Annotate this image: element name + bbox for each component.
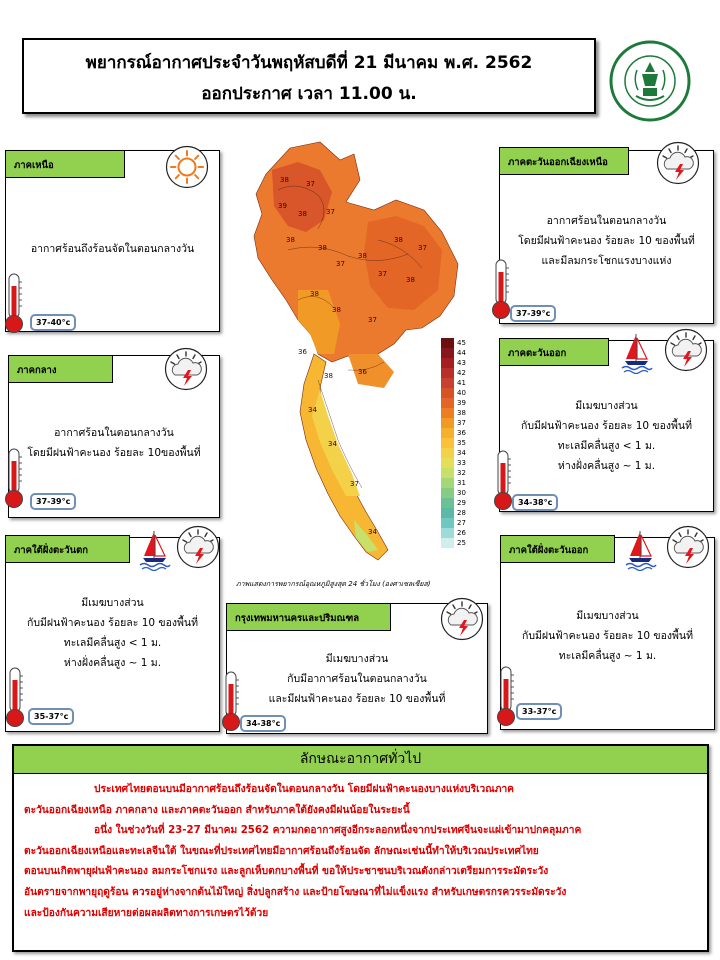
- contour-label: 38: [406, 276, 415, 284]
- central-text: [9, 423, 219, 463]
- southwest-line-4: ห่างฝั่งคลื่นสูง ~ 1 ม.: [63, 657, 162, 669]
- sailboat-icon: [620, 330, 654, 374]
- legend-label: 32: [457, 469, 466, 477]
- legend-swatch: [441, 448, 454, 458]
- thermometer-icon: [220, 670, 242, 732]
- northeast-line-1: อากาศร้อนในตอนกลางวัน: [546, 215, 667, 227]
- legend-swatch: [441, 348, 454, 358]
- legend-label: 44: [457, 349, 466, 357]
- north-text: [6, 239, 219, 259]
- legend-swatch: [441, 498, 454, 508]
- legend-label: 25: [457, 539, 466, 547]
- contour-label: 37: [336, 260, 345, 268]
- north-tab: ภาคเหนือ: [5, 150, 125, 178]
- legend-swatch: [441, 378, 454, 388]
- general-line: อนึ่ง ในช่วงวันที่ 23-27 มีนาคม 2562 ความกดอากาศสูงอีกระลอกหนึ่งจากประเทศจีนจะแผ่เข้ามาปกคลุมภาค: [94, 825, 582, 837]
- legend-label: 36: [457, 429, 466, 437]
- central-line-2: โดยมีฝนฟ้าคะนอง ร้อยละ 10ของพื้นที่: [27, 447, 201, 459]
- legend-swatch: [441, 518, 454, 528]
- legend-label: 26: [457, 529, 466, 537]
- thunderstorm-icon: [664, 328, 708, 372]
- legend-swatch: [441, 418, 454, 428]
- east-line-4: ห่างฝั่งคลื่นสูง ~ 1 ม.: [557, 460, 656, 472]
- contour-label: 37: [378, 270, 387, 278]
- legend-swatch: [441, 478, 454, 488]
- legend-swatch: [441, 508, 454, 518]
- bangkok-line-2: กับมีอากาศร้อนในตอนกลางวัน: [287, 673, 427, 685]
- legend-swatch: [441, 528, 454, 538]
- contour-label: 38: [286, 236, 295, 244]
- northeast-tab: ภาคตะวันออกเฉียงเหนือ: [499, 147, 629, 175]
- bangkok-text: [227, 649, 487, 709]
- contour-label: 37: [418, 244, 427, 252]
- title-box: [22, 38, 596, 114]
- contour-label: 38: [324, 372, 333, 380]
- sailboat-icon: [138, 527, 172, 571]
- southeast-text: [501, 606, 714, 666]
- sun-icon: [165, 145, 209, 189]
- legend-label: 34: [457, 449, 466, 457]
- legend-label: 31: [457, 479, 466, 487]
- southeast-tab: ภาคใต้ฝั่งตะวันออก: [500, 535, 615, 563]
- east-line-3: ทะเลมีคลื่นสูง < 1 ม.: [557, 440, 656, 452]
- bangkok-line-1: มีเมฆบางส่วน: [325, 653, 389, 665]
- legend-swatch: [441, 338, 454, 348]
- thermometer-icon: [495, 665, 517, 727]
- general-line: และป้องกันความเสียหายต่อผลผลิตทางการเกษตรไว้ด้วย: [24, 907, 269, 919]
- forecast-title: พยากรณ์อากาศประจำวันพฤหัสบดีที่ 21 มีนาคม พ.ศ. 2562: [85, 53, 533, 73]
- southwest-temp: 35-37°c: [28, 708, 74, 725]
- southeast-line-2: กับมีฝนฟ้าคะนอง ร้อยละ 10 ของพื้นที่: [521, 630, 694, 642]
- legend-swatch: [441, 368, 454, 378]
- contour-label: 39: [278, 202, 287, 210]
- contour-label: 36: [298, 348, 307, 356]
- southwest-line-2: กับมีฝนฟ้าคะนอง ร้อยละ 10 ของพื้นที่: [26, 617, 199, 629]
- southwest-line-3: ทะเลมีคลื่นสูง < 1 ม.: [63, 637, 162, 649]
- thunderstorm-icon: [176, 525, 220, 569]
- temperature-legend: [441, 338, 454, 568]
- general-line: ตะวันออกเฉียงเหนือและทะเลจีนใต้ ในขณะที่ประเทศไทยมีอากาศร้อนถึงร้อนจัด ลักษณะเช่นนี้ทำให้บริเวณประเทศไทย: [24, 845, 539, 857]
- general-line: ตะวันออกเฉียงเหนือ ภาคกลาง และภาคตะวันออก สำหรับภาคใต้ยังคงมีฝนน้อยในระยะนี้: [24, 804, 410, 816]
- east-line-1: มีเมฆบางส่วน: [575, 400, 638, 412]
- temperature-map: [228, 140, 468, 575]
- general-line: ประเทศไทยตอนบนมีอากาศร้อนถึงร้อนจัดในตอนกลางวัน โดยมีฝนฟ้าคะนองบางแห่งบริเวณภาค: [94, 784, 514, 795]
- thermometer-icon: [3, 447, 25, 509]
- legend-swatch: [441, 358, 454, 368]
- east-line-2: กับมีฝนฟ้าคะนอง ร้อยละ 10 ของพื้นที่: [520, 420, 693, 432]
- contour-label: 36: [358, 368, 367, 376]
- thermometer-icon: [492, 449, 514, 511]
- east-temp: 34-38°c: [512, 494, 558, 511]
- general-weather-title: ลักษณะอากาศทั่วไป: [14, 746, 707, 774]
- tmd-logo-icon: [609, 40, 691, 122]
- contour-label: 37: [306, 180, 315, 188]
- thermometer-icon: [3, 272, 25, 334]
- sailboat-icon: [624, 527, 658, 571]
- legend-swatch: [441, 438, 454, 448]
- northeast-line-2: โดยมีฝนฟ้าคะนอง ร้อยละ 10 ของพื้นที่: [518, 235, 695, 247]
- contour-label: 34: [368, 528, 377, 536]
- legend-swatch: [441, 388, 454, 398]
- east-text: [500, 396, 713, 476]
- contour-label: 37: [350, 480, 359, 488]
- thunderstorm-icon: [666, 525, 710, 569]
- legend-label: 39: [457, 399, 466, 407]
- bangkok-line-3: และมีฝนฟ้าคะนอง ร้อยละ 10 ของพื้นที่: [268, 693, 446, 705]
- map-contour-labels: [228, 140, 468, 575]
- contour-label: 34: [308, 406, 317, 414]
- north-line-1: อากาศร้อนถึงร้อนจัดในตอนกลางวัน: [30, 243, 195, 255]
- legend-label: 28: [457, 509, 466, 517]
- southeast-line-1: มีเมฆบางส่วน: [576, 610, 639, 622]
- legend-label: 43: [457, 359, 466, 367]
- southwest-line-1: มีเมฆบางส่วน: [81, 597, 144, 609]
- map-caption: ภาพแสดงการพยากรณ์อุณหภูมิสูงสุด 24 ชั่วโมง (องศาเซลเซียส): [236, 580, 431, 588]
- northeast-line-3: และมีลมกระโชกแรงบางแห่ง: [541, 255, 672, 267]
- southeast-line-3: ทะเลมีคลื่นสูง ~ 1 ม.: [558, 650, 657, 662]
- legend-label: 33: [457, 459, 466, 467]
- contour-label: 38: [358, 252, 367, 260]
- general-line: ตอนบนเกิดพายุฝนฟ้าคะนอง ลมกระโชกแรง และลูกเห็บตกบางพื้นที่ ขอให้ประชาชนบริเวณดังกล่าวเตรียมการระมัดระวัง: [24, 866, 549, 878]
- central-tab: ภาคกลาง: [8, 355, 113, 383]
- contour-label: 37: [326, 208, 335, 216]
- legend-label: 45: [457, 339, 466, 347]
- contour-label: 34: [328, 440, 337, 448]
- legend-swatch: [441, 398, 454, 408]
- contour-label: 38: [310, 290, 319, 298]
- legend-label: 37: [457, 419, 466, 427]
- thunderstorm-icon: [440, 597, 484, 641]
- contour-label: 38: [298, 210, 307, 218]
- north-temp: 37-40°c: [30, 314, 76, 331]
- thermometer-icon: [490, 258, 512, 320]
- northeast-temp: 37-39°c: [510, 305, 556, 322]
- legend-label: 40: [457, 389, 466, 397]
- central-temp: 37-39°c: [30, 493, 76, 510]
- legend-swatch: [441, 458, 454, 468]
- legend-swatch: [441, 428, 454, 438]
- legend-label: 38: [457, 409, 466, 417]
- bangkok-tab: กรุงเทพมหานครและปริมณฑล: [226, 603, 391, 631]
- legend-label: 35: [457, 439, 466, 447]
- contour-label: 37: [368, 316, 377, 324]
- contour-label: 38: [394, 236, 403, 244]
- legend-label: 29: [457, 499, 466, 507]
- legend-swatch: [441, 538, 454, 548]
- contour-label: 38: [332, 306, 341, 314]
- issue-time: ออกประกาศ เวลา 11.00 น.: [201, 84, 417, 104]
- contour-label: 38: [280, 176, 289, 184]
- general-weather-text: [24, 780, 697, 924]
- contour-label: 38: [318, 244, 327, 252]
- southwest-text: [6, 593, 219, 673]
- thunderstorm-icon: [164, 347, 208, 391]
- northeast-text: [500, 211, 713, 271]
- thermometer-icon: [4, 666, 26, 728]
- central-line-1: อากาศร้อนในตอนกลางวัน: [54, 427, 174, 439]
- bangkok-temp: 34-38°c: [240, 715, 286, 732]
- legend-swatch: [441, 488, 454, 498]
- thunderstorm-icon: [656, 141, 700, 185]
- legend-label: 41: [457, 379, 466, 387]
- southeast-temp: 33-37°c: [516, 703, 562, 720]
- east-tab: ภาคตะวันออก: [499, 338, 609, 366]
- temperature-legend-labels: [457, 338, 477, 548]
- general-weather-box: [12, 744, 709, 952]
- southwest-tab: ภาคใต้ฝั่งตะวันตก: [5, 535, 130, 563]
- legend-label: 30: [457, 489, 466, 497]
- general-line: อันตรายจากพายุฤดูร้อน ควรอยู่ห่างจากต้นไม้ใหญ่ สิ่งปลูกสร้าง และป้ายโฆษณาที่ไม่แข็งแรง สำหรับเกษตรกรควรระมัดระวัง: [24, 886, 567, 898]
- legend-label: 27: [457, 519, 466, 527]
- legend-swatch: [441, 408, 454, 418]
- legend-label: 42: [457, 369, 466, 377]
- legend-swatch: [441, 468, 454, 478]
